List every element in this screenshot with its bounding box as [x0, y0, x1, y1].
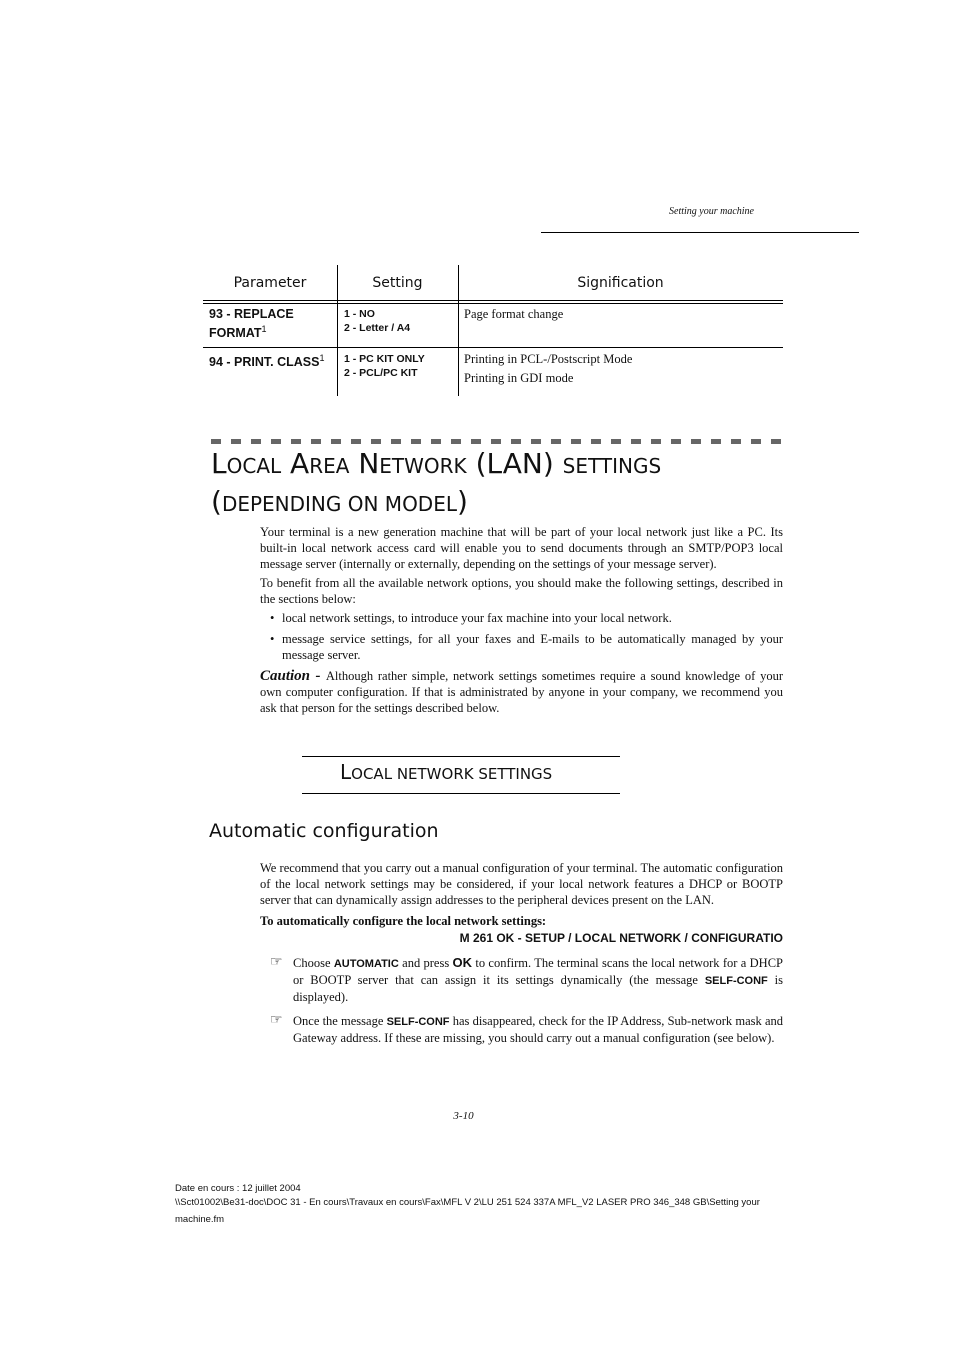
parameter-table: [203, 265, 783, 396]
intro-paragraph-1: Your terminal is a new generation machine that will be part of your local network just like a PC. Its built-in local network access card will enable you to send documents through an SMTP/POP3 local message server (internally or externally, depending on the settings of your message server).: [260, 525, 783, 571]
automatic-config-heading: Automatic configuration: [209, 820, 439, 842]
file-footer: Date en cours : 12 juillet 2004 \\Sct01002\Be31-doc\DOC 31 - En cours\Travaux en cours\Fax\MFL V 2\LU 251 524 337A MFL_V2 LASER PRO 346_348 GB\Setting your machine.fm: [175, 1183, 760, 1225]
step-item: ☞ Once the message SELF-CONF has disappeared, check for the IP Address, Sub-network mask and Gateway address. If these are missing, you should carry out a manual configuration (see below).: [270, 1013, 783, 1045]
col-header-parameter: Parameter: [233, 275, 307, 291]
step-item: ☞ Choose AUTOMATIC and press OK to confirm. The terminal scans the local network for a DHCP or BOOTP server that can assign it its settings dynamically (the message SELF-CONF is displayed).: [270, 955, 783, 1004]
running-header: Setting your machine: [669, 206, 754, 217]
subsection-title: LOCAL NETWORK SETTINGS: [340, 760, 553, 784]
section-title: LOCAL AREA NETWORK (LAN) SETTINGS (DEPENDING ON MODEL): [211, 447, 662, 518]
table-row-2-parameter: 94 - PRINT. CLASS$^1$: [209, 353, 325, 370]
table-row-1-setting: 1 - NO 2 - Letter / A4: [344, 308, 411, 334]
col-header-signification: Signification: [577, 275, 664, 291]
list-item: • message service settings, for all your faxes and E-mails to be automatically managed by your message server.: [270, 632, 783, 662]
col-header-setting: Setting: [372, 275, 423, 291]
header-rule: [541, 232, 859, 233]
list-item: • local network settings, to introduce your fax machine into your local network.: [270, 611, 672, 625]
menu-path: M 261 OK - SETUP / LOCAL NETWORK / CONFIGURATIO: [459, 931, 783, 945]
header-rule-top: [203, 300, 783, 301]
bullet-icon: •: [270, 611, 275, 625]
table-row-1-signification: Page format change: [464, 307, 564, 321]
table-row-2-setting: 1 - PC KIT ONLY 2 - PCL/PC KIT: [344, 353, 425, 379]
column-divider: [337, 265, 338, 396]
pointing-hand-icon: ☞: [270, 955, 283, 970]
row-divider: [203, 347, 783, 348]
header-rule-bottom: [203, 303, 783, 304]
instruction-heading: To automatically configure the local network settings:: [260, 914, 547, 928]
column-divider: [458, 265, 459, 396]
page-number: 3-10: [453, 1110, 474, 1122]
automatic-config-paragraph: We recommend that you carry out a manual configuration of your terminal. The automatic configuration of the local network settings may be considered, if your local network features a DHCP or BOOTP server that can dynamically assign addresses to the peripheral devices present on the LAN.: [260, 861, 783, 907]
pointing-hand-icon: ☞: [270, 1013, 283, 1028]
table-row-1-parameter: 93 - REPLACE FORMAT$^1$: [209, 307, 294, 341]
caution-label: Caution -: [260, 668, 326, 684]
section-dashed-rule: [211, 439, 783, 444]
intro-paragraph-2: To benefit from all the available network options, you should make the following settings, described in the sections below:: [260, 576, 783, 606]
caution-note: Caution - Although rather simple, network settings sometimes require a sound knowledge of your own computer configuration. If that is administrated by anyone in your company, we recommend you ask that person for the settings described below.: [260, 668, 783, 715]
table-row-2-signification: Printing in PCL-/Postscript Mode Printing in GDI mode: [464, 352, 633, 385]
bullet-icon: •: [270, 632, 275, 646]
